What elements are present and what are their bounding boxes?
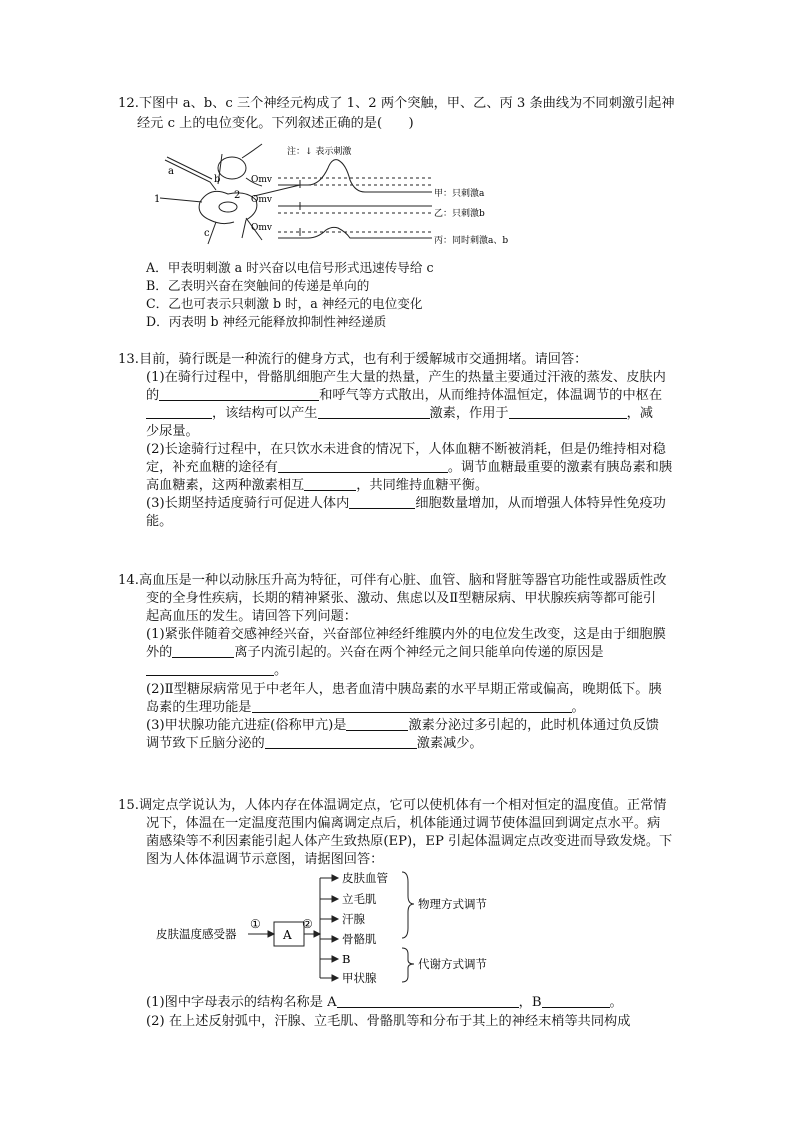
label-b: b xyxy=(214,174,221,185)
q12-neuron-figure xyxy=(150,140,520,252)
q13-blank-4[interactable] xyxy=(509,404,627,419)
q14-p1-line1: (1)紧张伴随着交感神经兴奋，兴奋部位神经纤维膜内外的电位发生改变，这是由于细胞膜 xyxy=(146,627,666,642)
q13-p2-pre: 定，补充血糖的途径有 xyxy=(146,460,278,475)
q14-p1-line2 xyxy=(146,643,604,662)
q12-option-d[interactable]: D．丙表明 b 神经元能释放抑制性神经递质 xyxy=(146,314,387,329)
q14-p2-post: 。 xyxy=(571,700,585,715)
q13-p3-line2: 能。 xyxy=(146,514,173,529)
q12-option-a[interactable]: A．甲表明刺激 a 时兴奋以电信号形式迅速传导给 c xyxy=(146,260,434,275)
q12-stem-line1: 12.下图中 a、b、c 三个神经元构成了 1、2 两个突触，甲、乙、丙 3 条曲线为不同刺激引起神 xyxy=(118,96,675,111)
label-2: 2 xyxy=(234,190,241,201)
q13-p2-line3 xyxy=(146,476,488,495)
omv-yi: Omv xyxy=(251,195,272,205)
box-a-label: A xyxy=(283,928,292,942)
q14-p2-line2 xyxy=(146,698,585,717)
receptor-label: 皮肤温度感受器 xyxy=(156,927,237,941)
q13-p3-pre: (3)长期坚持适度骑行可促进人体内 xyxy=(146,496,350,511)
q14-blank-3[interactable] xyxy=(252,698,572,713)
q13-stem: 13.目前，骑行既是一种流行的健身方式，也有利于缓解城市交通拥堵。请回答： xyxy=(118,352,588,367)
q13-p1-line3 xyxy=(146,404,653,423)
q15-blank-b[interactable] xyxy=(542,993,610,1008)
q15-thermoregulation-diagram xyxy=(150,866,530,992)
target-skeletal-muscle: 骨骼肌 xyxy=(342,932,377,946)
q14-p3-line1 xyxy=(146,716,659,735)
q12-option-b[interactable]: B．乙表明兴奋在突触间的传递是单向的 xyxy=(146,278,370,293)
target-arrector: 立毛肌 xyxy=(342,892,377,906)
target-b: B xyxy=(342,952,351,966)
target-skin-vessel: 皮肤血管 xyxy=(342,871,388,885)
omv-jia: Omv xyxy=(251,175,272,185)
q14-stem-line3: 起高血压的发生。请回答下列问题： xyxy=(146,609,357,624)
q13-p1-mid1: ，该结构可以产生 xyxy=(212,406,318,421)
q12-stem-line2: 经元 c 上的电位变化。下列叙述正确的是( ) xyxy=(137,116,414,131)
q14-blank-5[interactable] xyxy=(265,734,417,749)
q15-p1-post: 。 xyxy=(609,995,623,1010)
q14-blank-2[interactable] xyxy=(146,661,274,676)
target-thyroid: 甲状腺 xyxy=(342,971,377,985)
q15-p1 xyxy=(146,993,623,1012)
q15-stem-line1: 15.调定点学说认为，人体内存在体温调定点，它可以使机体有一个相对恒定的温度值。正常情 xyxy=(118,798,667,813)
q15-stem-line4: 图为人体体温调节示意图，请据图回答： xyxy=(146,852,384,867)
q14-p2-line1: (2)Ⅱ型糖尿病常见于中老年人，患者血清中胰岛素的水平早期正常或偏高，晚期低下。胰 xyxy=(146,682,662,697)
q15-p1-mid: ，B xyxy=(518,995,542,1010)
q13-p1-line1: (1)在骑行过程中，骨骼肌细胞产生大量的热量，产生的热量主要通过汗液的蒸发、皮肤内 xyxy=(146,370,666,385)
q14-p3-pre: (3)甲状腺功能亢进症(俗称甲亢)是 xyxy=(146,718,347,733)
q13-p1-line2 xyxy=(146,386,662,405)
q13-blank-6[interactable] xyxy=(304,476,356,491)
q14-p1-pre: 外的 xyxy=(146,645,173,660)
q15-stem-line2: 况下，体温在一定温度范围内偏离调定点后，机体能通过调节使体温回到调定点水平。病 xyxy=(146,816,661,831)
q13-p2-line1: (2)长途骑行过程中，在只饮水未进食的情况下，人体血糖不断被消耗，但是仍维持相对稳 xyxy=(146,442,666,457)
q13-blank-7[interactable] xyxy=(349,494,415,509)
q14-p3-line2 xyxy=(146,734,483,753)
q13-p2-line2 xyxy=(146,458,672,477)
q13-p1-post2: ，减 xyxy=(626,406,653,421)
trace-yi-label: 乙：只刺激b xyxy=(434,209,485,219)
q14-p3b-post: 激素减少。 xyxy=(416,736,483,751)
q13-p1-line4: 少尿量。 xyxy=(146,424,199,439)
q13-p3-post: 细胞数量增加，从而增强人体特异性免疫功 xyxy=(415,496,666,511)
q14-p3b-pre: 调节致下丘脑分泌的 xyxy=(146,736,265,751)
q13-p3-line1 xyxy=(146,494,666,513)
q13-blank-2[interactable] xyxy=(146,404,212,419)
q14-p1-end: 。 xyxy=(274,663,288,678)
q13-p1-pre: 的 xyxy=(146,388,160,403)
q14-stem-line2: 变的全身性疾病，长期的精神紧张、激动、焦虑以及Ⅱ型糖尿病、甲状腺疾病等都可能引 xyxy=(146,591,657,606)
q13-p1-mid2: 激素，作用于 xyxy=(429,406,509,421)
q15-blank-a[interactable] xyxy=(337,993,519,1008)
stimulus-note: 注：↓ 表示刺激 xyxy=(287,147,352,157)
q13-p2-post: 。调节血糖最重要的激素有胰岛素和胰 xyxy=(447,460,673,475)
q15-p1-pre: (1)图中字母表示的结构名称是 A xyxy=(146,995,337,1010)
q13-blank-5[interactable] xyxy=(278,458,448,473)
target-sweat-gland: 汗腺 xyxy=(342,912,365,926)
label-1: 1 xyxy=(154,194,161,205)
group-physical: 物理方式调节 xyxy=(418,897,487,911)
q14-p3-post: 激素分泌过多引起的，此时机体通过负反馈 xyxy=(408,718,659,733)
q14-blank-1[interactable] xyxy=(172,643,234,658)
q15-stem-line3: 菌感染等不利因素能引起人体产生致热原(EP)，EP 引起体温调定点改变进而导致发烧。下 xyxy=(146,834,673,849)
q13-p2c-post: ，共同维持血糖平衡。 xyxy=(356,478,489,493)
q14-p2-pre: 岛素的生理功能是 xyxy=(146,700,252,715)
group-metabolic: 代谢方式调节 xyxy=(418,957,487,971)
arrow-2-label: ② xyxy=(302,917,313,931)
omv-bing: Omv xyxy=(251,223,272,233)
q13-blank-3[interactable] xyxy=(318,404,430,419)
q13-p1-post: 和呼气等方式散出，从而维持体温恒定，体温调节的中枢在 xyxy=(319,388,663,403)
q13-p2c-pre: 高血糖素，这两种激素相互 xyxy=(146,478,305,493)
q14-p1-post: 离子内流引起的。兴奋在两个神经元之间只能单向传递的原因是 xyxy=(234,645,604,660)
q13-blank-1[interactable] xyxy=(159,386,319,401)
q14-stem-line1: 14.高血压是一种以动脉压升高为特征，可伴有心脏、血管、脑和肾脏等器官功能性或器质性改 xyxy=(118,573,667,588)
q15-p2: (2) 在上述反射弧中，汗腺、立毛肌、骨骼肌等和分布于其上的神经末梢等共同构成 xyxy=(146,1014,631,1029)
arrow-1-label: ① xyxy=(250,917,261,931)
q12-option-c[interactable]: C．乙也可表示只刺激 b 时，a 神经元的电位变化 xyxy=(146,296,423,311)
trace-jia-label: 甲：只刺激a xyxy=(434,189,485,199)
q14-p1-line3 xyxy=(146,661,287,680)
trace-bing-label: 丙：同时刺激a、b xyxy=(434,236,509,246)
label-a: a xyxy=(168,166,174,177)
label-c: c xyxy=(204,228,210,239)
q14-blank-4[interactable] xyxy=(346,716,408,731)
